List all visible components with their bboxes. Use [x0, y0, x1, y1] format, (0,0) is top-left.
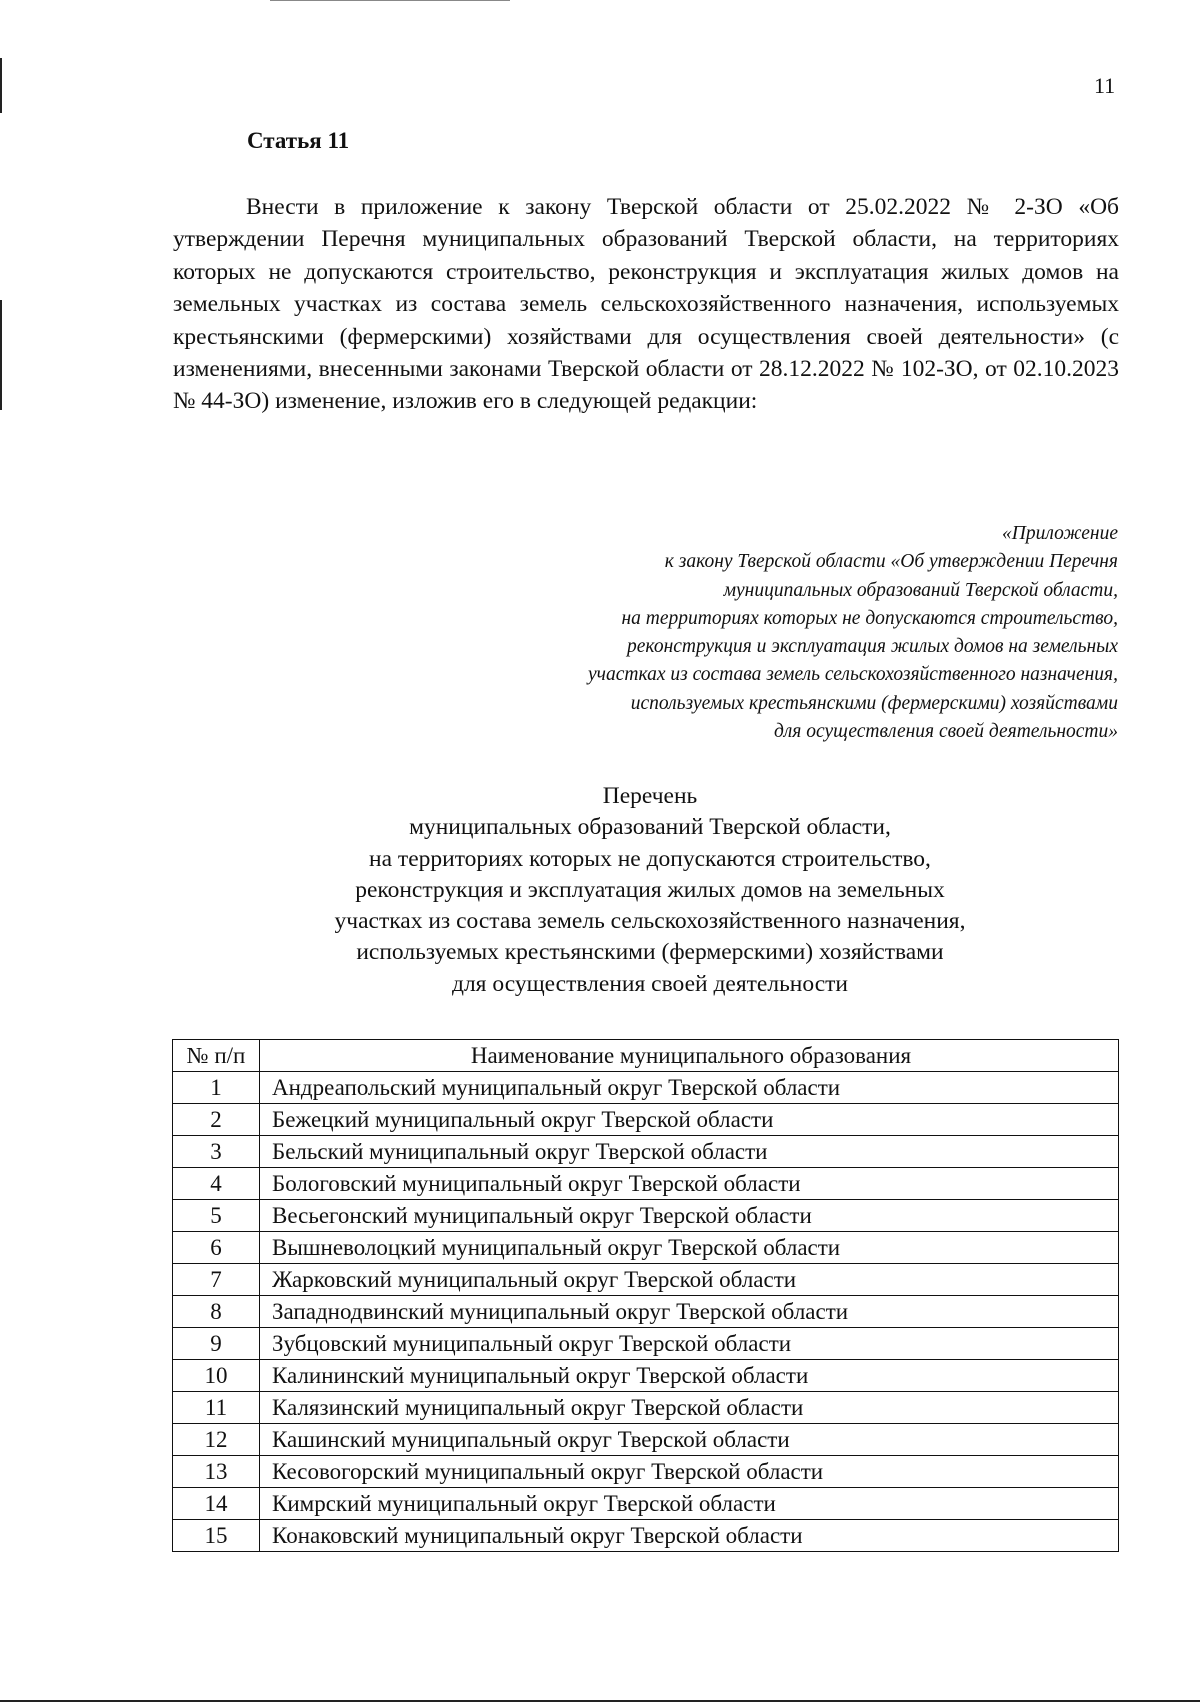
row-number: 10 — [173, 1360, 260, 1392]
appendix-header — [418, 520, 1118, 746]
appendix-line: на территориях которых не допускаются строительство, — [621, 607, 1118, 629]
row-number: 1 — [173, 1072, 260, 1104]
row-name: Западнодвинский муниципальный округ Тверской области — [260, 1296, 1119, 1328]
appendix-line: используемых крестьянскими (фермерскими) хозяйствами — [630, 692, 1118, 714]
table-row — [173, 1392, 1119, 1424]
list-heading-line: Перечень — [602, 783, 698, 809]
table-row — [173, 1424, 1119, 1456]
row-number: 14 — [173, 1488, 260, 1520]
table-row — [173, 1232, 1119, 1264]
row-number: 13 — [173, 1456, 260, 1488]
appendix-line: для осуществления своей деятельности» — [773, 721, 1118, 743]
table-row — [173, 1456, 1119, 1488]
list-heading-line: участках из состава земель сельскохозяйственного назначения, — [334, 908, 966, 935]
table-row — [173, 1104, 1119, 1136]
table-row — [173, 1360, 1119, 1392]
table-row — [173, 1328, 1119, 1360]
row-number: 2 — [173, 1104, 260, 1136]
row-name: Кесовогорский муниципальный округ Тверской области — [260, 1456, 1119, 1488]
table-row — [173, 1520, 1119, 1552]
row-name: Бологовский муниципальный округ Тверской области — [260, 1168, 1119, 1200]
row-number: 9 — [173, 1328, 260, 1360]
article-title: Статья 11 — [247, 128, 350, 153]
row-number: 6 — [173, 1232, 260, 1264]
row-number: 11 — [173, 1392, 260, 1424]
list-heading-line: для осуществления своей деятельности — [452, 970, 848, 997]
row-number: 15 — [173, 1520, 260, 1552]
appendix-line: «Приложение — [1002, 523, 1118, 544]
row-name: Весьегонский муниципальный округ Тверской области — [260, 1200, 1119, 1232]
appendix-line: участках из состава земель сельскохозяйственного назначения, — [588, 664, 1118, 686]
row-number: 3 — [173, 1136, 260, 1168]
amendment-paragraph: Внести в приложение к закону Тверской области от 25.02.2022 № 2-ЗО «Об утверждении Перечня муниципальных образований Тверской области, на территориях которых не допускаются строительство, реконструкция и эксплуатация жилых домов на земельных участках из состава земель сельскохозяйственного назначения, используемых крестьянскими (фермерскими) хозяйствами для осуществления своей деятельности» (с изменениями, внесенными законами Тверской области от 28.12.2022 № 102-ЗО, от 02.10.2023 № 44-ЗО) изменение, изложив его в следующей редакции: — [173, 194, 1119, 415]
appendix-line: к закону Тверской области «Об утверждении Перечня — [664, 551, 1118, 573]
row-name: Андреапольский муниципальный округ Тверской области — [260, 1072, 1119, 1104]
list-heading-line: муниципальных образований Тверской области, — [409, 814, 891, 841]
table-row — [173, 1488, 1119, 1520]
list-heading — [150, 781, 1150, 1000]
row-name: Калязинский муниципальный округ Тверской области — [260, 1392, 1119, 1424]
appendix-line: реконструкция и эксплуатация жилых домов на земельных — [627, 636, 1118, 658]
list-heading-line: на территориях которых не допускаются строительство, — [369, 845, 931, 872]
table-header-row — [173, 1040, 1119, 1072]
scan-artifact-left-middle — [0, 300, 2, 410]
table-row — [173, 1072, 1119, 1104]
column-header-number: № п/п — [173, 1040, 260, 1072]
row-name: Конаковский муниципальный округ Тверской области — [260, 1520, 1119, 1552]
table-row — [173, 1264, 1119, 1296]
row-number: 4 — [173, 1168, 260, 1200]
row-name: Калининский муниципальный округ Тверской области — [260, 1360, 1119, 1392]
row-number: 8 — [173, 1296, 260, 1328]
table-row — [173, 1200, 1119, 1232]
row-name: Жарковский муниципальный округ Тверской области — [260, 1264, 1119, 1296]
row-name: Бежецкий муниципальный округ Тверской области — [260, 1104, 1119, 1136]
scan-artifact-top — [270, 0, 510, 1]
row-number: 7 — [173, 1264, 260, 1296]
row-name: Кашинский муниципальный округ Тверской области — [260, 1424, 1119, 1456]
table-row — [173, 1296, 1119, 1328]
table-row — [173, 1168, 1119, 1200]
list-heading-line: реконструкция и эксплуатация жилых домов на земельных — [355, 876, 945, 903]
row-number: 12 — [173, 1424, 260, 1456]
list-heading-line: используемых крестьянскими (фермерскими) хозяйствами — [356, 939, 944, 966]
row-number: 5 — [173, 1200, 260, 1232]
column-header-name: Наименование муниципального образования — [260, 1040, 1119, 1072]
row-name: Кимрский муниципальный округ Тверской области — [260, 1488, 1119, 1520]
appendix-line: муниципальных образований Тверской области, — [723, 579, 1118, 601]
row-name: Вышневолоцкий муниципальный округ Тверской области — [260, 1232, 1119, 1264]
scan-artifact-left-top — [0, 58, 2, 113]
table-row — [173, 1136, 1119, 1168]
municipalities-table — [172, 1039, 1119, 1552]
page-number: 11 — [1094, 73, 1116, 98]
row-name: Бельский муниципальный округ Тверской области — [260, 1136, 1119, 1168]
row-name: Зубцовский муниципальный округ Тверской области — [260, 1328, 1119, 1360]
